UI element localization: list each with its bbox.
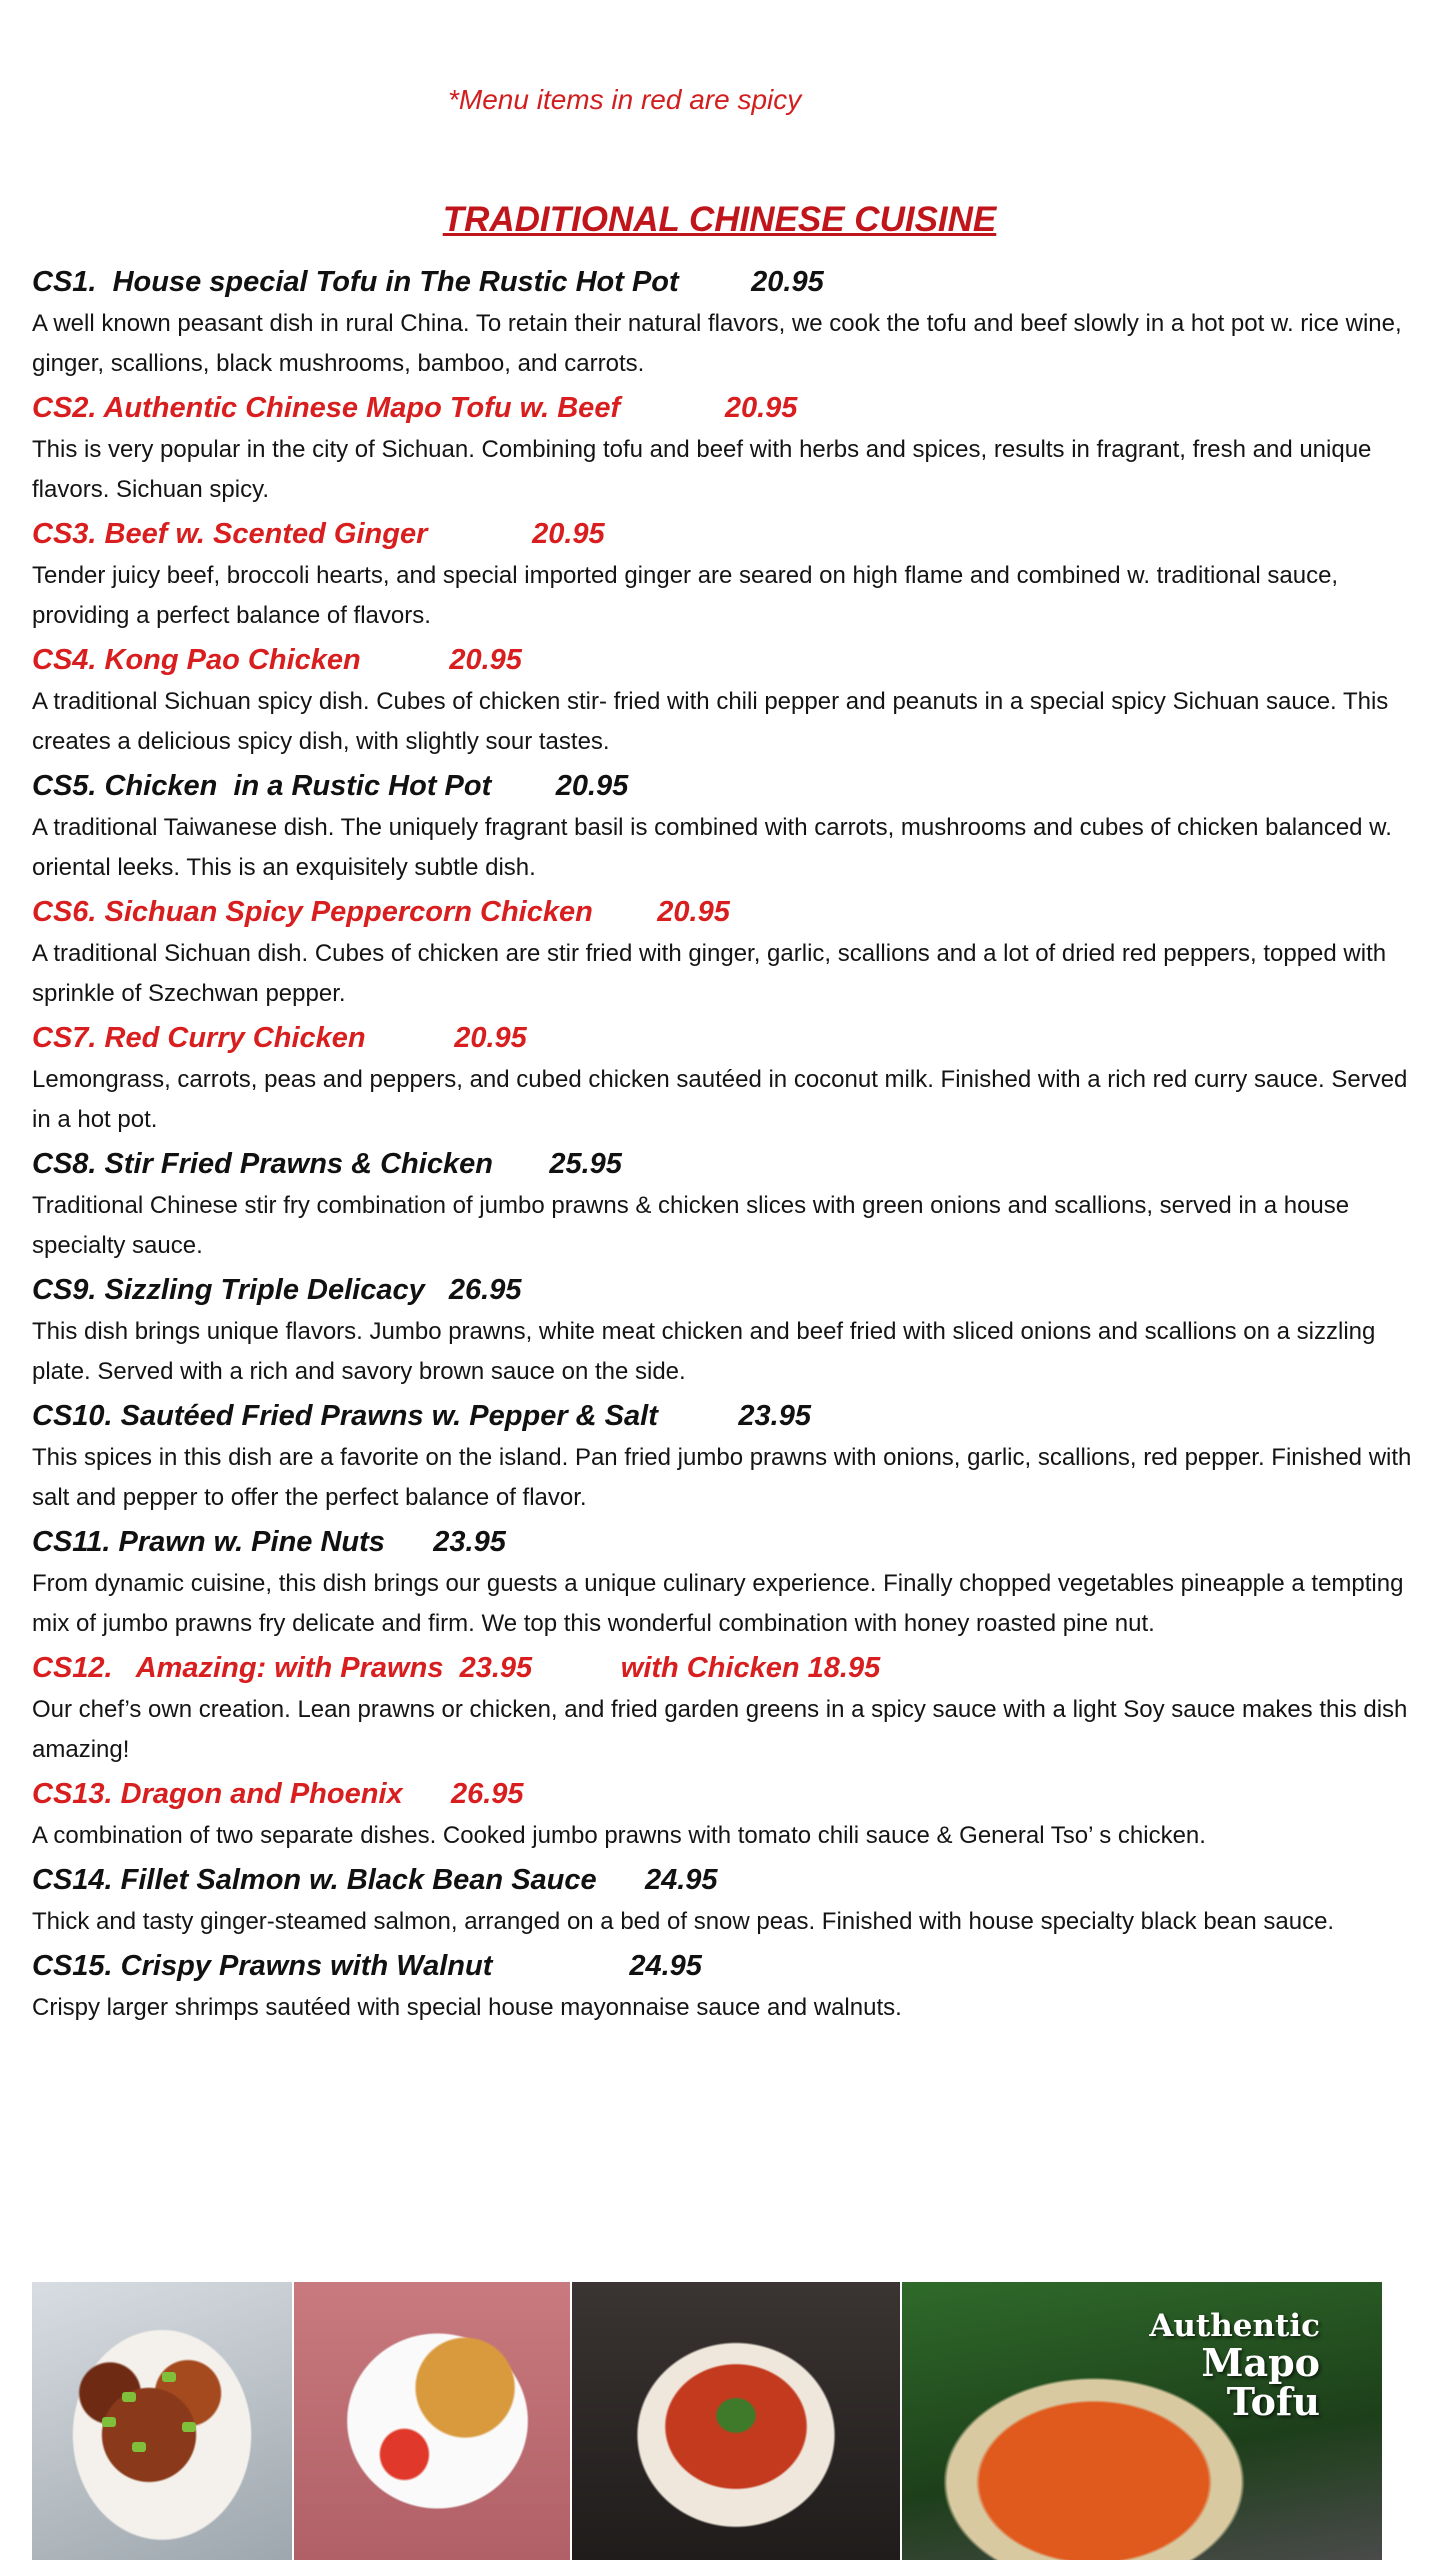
menu-item-description: Lemongrass, carrots, peas and peppers, and cubed chicken sautéed in coconut milk. Finished with a rich red curry sauce. Served in a hot pot.	[32, 1066, 1408, 1133]
menu-item-title: CS13. Dragon and Phoenix 26.95	[32, 1778, 524, 1810]
menu-item-title: CS10. Sautéed Fried Prawns w. Pepper & Salt 23.95	[32, 1400, 811, 1432]
mapo-tofu-photo	[902, 2282, 1382, 2560]
menu-item-title: CS11. Prawn w. Pine Nuts 23.95	[32, 1526, 506, 1558]
menu-item	[32, 1774, 1412, 1856]
menu-item-description: A traditional Sichuan dish. Cubes of chicken are stir fried with ginger, garlic, scallions and a lot of dried red peppers, topped with sprinkle of Szechwan pepper.	[32, 940, 1387, 1007]
menu-item-title: CS4. Kong Pao Chicken 20.95	[32, 644, 522, 676]
menu-item	[32, 1396, 1412, 1518]
menu-item	[32, 1270, 1412, 1392]
menu-item-title: CS7. Red Curry Chicken 20.95	[32, 1022, 527, 1054]
menu-item	[32, 1648, 1412, 1770]
photo-caption-line3: Tofu	[1226, 2379, 1320, 2425]
menu-item	[32, 1946, 1412, 2028]
kong-pao-chicken-photo	[32, 2282, 292, 2560]
menu-item-description: Crispy larger shrimps sautéed with special house mayonnaise sauce and walnuts.	[32, 1994, 902, 2021]
photo-caption-line2: Mapo	[1201, 2339, 1320, 2385]
menu-item-description: Thick and tasty ginger-steamed salmon, arranged on a bed of snow peas. Finished with house specialty black bean sauce.	[32, 1908, 1335, 1935]
photo-caption-line1: Authentic	[1149, 2308, 1320, 2344]
menu-item-title: CS14. Fillet Salmon w. Black Bean Sauce 24.95	[32, 1864, 718, 1896]
menu-item-description: From dynamic cuisine, this dish brings our guests a unique culinary experience. Finally chopped vegetables pineapple a tempting mix of jumbo prawns fry delicate and firm. We top this wonderful combination with honey roasted pine nut.	[32, 1570, 1404, 1637]
menu-item	[32, 388, 1412, 510]
menu-item	[32, 262, 1412, 384]
menu-item-description: This spices in this dish are a favorite on the island. Pan fried jumbo prawns with onions, garlic, scallions, red pepper. Finished with salt and pepper to offer the perfect balance of flavor.	[32, 1444, 1412, 1511]
menu-item-title: CS6. Sichuan Spicy Peppercorn Chicken 20.95	[32, 896, 730, 928]
menu-item	[32, 1018, 1412, 1140]
menu-item-description: Traditional Chinese stir fry combination of jumbo prawns & chicken slices with green onions and scallions, served in a house specialty sauce.	[32, 1192, 1350, 1259]
menu-item-title: CS15. Crispy Prawns with Walnut 24.95	[32, 1950, 702, 1982]
menu-item-description: A well known peasant dish in rural China. To retain their natural flavors, we cook the tofu and beef slowly in a hot pot w. rice wine, ginger, scallions, black mushrooms, bamboo, and carrots.	[32, 310, 1402, 377]
menu-item	[32, 1860, 1412, 1942]
menu-item-title: CS8. Stir Fried Prawns & Chicken 25.95	[32, 1148, 622, 1180]
spicy-note: *Menu items in red are spicy	[448, 84, 802, 115]
menu-item	[32, 640, 1412, 762]
soup-bowl-photo	[572, 2282, 900, 2560]
menu-item-title: CS9. Sizzling Triple Delicacy 26.95	[32, 1274, 522, 1306]
menu-item-title: CS12. Amazing: with Prawns 23.95 with Chicken 18.95	[32, 1652, 881, 1684]
menu-item-title: CS2. Authentic Chinese Mapo Tofu w. Beef 20.95	[32, 392, 798, 424]
menu-item	[32, 766, 1412, 888]
menu-item-description: This dish brings unique flavors. Jumbo prawns, white meat chicken and beef fried with sliced onions and scallions on a sizzling plate. Served with a rich and savory brown sauce on the side.	[32, 1318, 1376, 1385]
menu-item-description: A combination of two separate dishes. Cooked jumbo prawns with tomato chili sauce & General Tso’ s chicken.	[32, 1822, 1206, 1849]
section-title: TRADITIONAL CHINESE CUISINE	[442, 200, 997, 239]
photo-caption	[1149, 2308, 1320, 2425]
menu-item-description: Our chef’s own creation. Lean prawns or chicken, and fried garden greens in a spicy sauce with a light Soy sauce makes this dish amazing!	[32, 1696, 1408, 1763]
menu-item	[32, 514, 1412, 636]
menu-item-title: CS5. Chicken in a Rustic Hot Pot 20.95	[32, 770, 629, 802]
rice-dish-photo	[294, 2282, 570, 2560]
menu-item-description: A traditional Sichuan spicy dish. Cubes of chicken stir- fried with chili pepper and peanuts in a special spicy Sichuan sauce. This creates a delicious spicy dish, with slightly sour tastes.	[32, 688, 1389, 755]
menu-item-title: CS1. House special Tofu in The Rustic Hot Pot 20.95	[32, 266, 824, 298]
menu-item-description: A traditional Taiwanese dish. The uniquely fragrant basil is combined with carrots, mushrooms and cubes of chicken balanced w. oriental leeks. This is an exquisitely subtle dish.	[32, 814, 1392, 881]
menu-item-description: This is very popular in the city of Sichuan. Combining tofu and beef with herbs and spices, results in fragrant, fresh and unique flavors. Sichuan spicy.	[32, 436, 1372, 503]
menu-item-description: Tender juicy beef, broccoli hearts, and special imported ginger are seared on high flame and combined w. traditional sauce, providing a perfect balance of flavors.	[32, 562, 1339, 629]
menu-list	[32, 262, 1412, 2032]
menu-item-title: CS3. Beef w. Scented Ginger 20.95	[32, 518, 605, 550]
menu-item	[32, 1522, 1412, 1644]
menu-item	[32, 1144, 1412, 1266]
menu-item	[32, 892, 1412, 1014]
photo-strip	[32, 2282, 1384, 2560]
